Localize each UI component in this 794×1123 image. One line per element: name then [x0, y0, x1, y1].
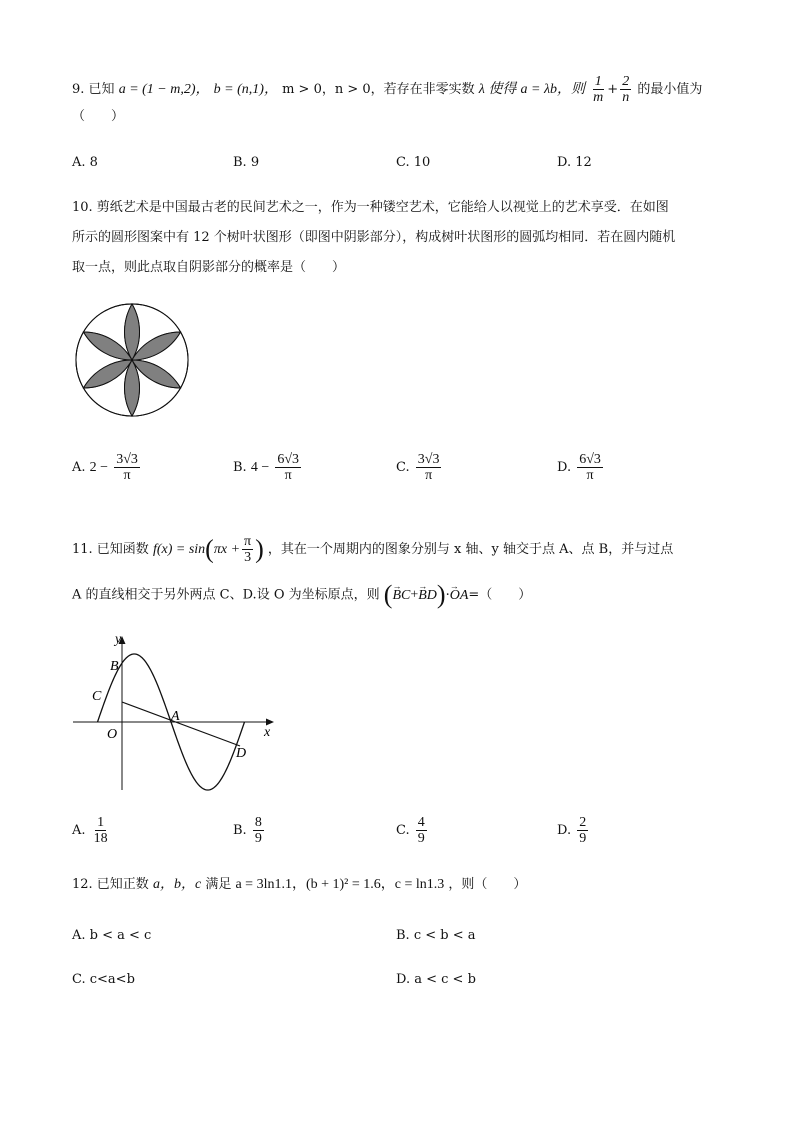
q10-option-a-pre: 2 −	[89, 460, 109, 475]
q11-expr-lparen: (	[383, 580, 393, 609]
q11-arg: πx +	[213, 542, 241, 557]
q9-frac-1	[591, 74, 605, 105]
q10-line-1: 10. 剪纸艺术是中国最古老的民间艺术之一，作为一种镂空艺术，它能给人以视觉上的艺术享受．在如图	[72, 200, 669, 215]
q9-vec-a: a = (1 − m,2)，	[118, 82, 210, 97]
q12-prefix: 12. 已知正数	[72, 877, 149, 892]
q10-option-d-num: 6√3	[579, 452, 601, 467]
q10-option-a-frac	[114, 452, 140, 483]
q11-option-d-frac	[577, 815, 588, 846]
q11-lparen: (	[205, 534, 214, 564]
q11-vec-oa: → OA	[450, 588, 469, 603]
q10-option-b[interactable]	[233, 452, 303, 483]
q11-option-a-num: 1	[97, 815, 105, 830]
q9-tail: 的最小值为	[637, 82, 703, 97]
q11-line2-tail: =（ ）	[468, 587, 532, 603]
q11-vec-bd: → BD	[418, 588, 437, 603]
q9-lambda: λ 使得	[478, 82, 517, 97]
q10-option-d-frac	[577, 452, 603, 483]
q11-expr-plus: +	[410, 587, 419, 603]
label-o: O	[107, 727, 118, 742]
q9-frac2-den: n	[622, 90, 630, 105]
q10-option-c-den: π	[425, 468, 433, 483]
q11-option-a-den: 18	[93, 831, 108, 846]
q11-prefix: 11. 已知函数	[72, 542, 149, 557]
q11-line-1	[72, 534, 673, 565]
q10-option-a-num: 3√3	[116, 452, 138, 467]
q11-arg-num: π	[244, 534, 252, 549]
q10-option-a-den: π	[123, 468, 131, 483]
q11-option-b-frac	[253, 815, 264, 846]
q10-option-b-label: B.	[233, 460, 247, 475]
q9-paren: （ ）	[72, 109, 125, 124]
q11-option-b-num: 8	[254, 815, 262, 830]
q11-arg-den: 3	[244, 550, 252, 565]
label-d: D	[236, 746, 247, 761]
q10-option-a-label: A.	[72, 460, 86, 475]
q11-option-a[interactable]	[72, 815, 112, 846]
q9-stem	[72, 74, 702, 105]
q10-option-c-num: 3√3	[417, 452, 440, 467]
q11-option-a-label: A.	[72, 823, 86, 838]
label-y: y	[115, 632, 122, 647]
q11-option-d-den: 9	[579, 831, 587, 846]
q11-option-c-num: 4	[417, 815, 425, 830]
q11-option-c[interactable]	[396, 815, 429, 846]
q10-option-d-label: D.	[557, 460, 572, 475]
q11-option-c-den: 9	[417, 831, 425, 846]
q11-rparen: )	[255, 534, 264, 564]
q10-option-b-num: 6√3	[277, 452, 300, 467]
q9-option-a[interactable]: A. 8	[72, 155, 98, 170]
q12-vars: a，b，c	[152, 877, 202, 892]
sine-graph	[70, 628, 285, 798]
q10-line-3: 取一点，则此点取自阴影部分的概率是（ ）	[72, 260, 346, 275]
q9-frac-2	[620, 74, 631, 105]
q9-condition: m > 0，n > 0，若存在非零实数	[282, 82, 475, 97]
q10-option-d-den: π	[586, 468, 594, 483]
label-a: A	[171, 709, 180, 724]
q11-option-a-frac	[92, 815, 110, 846]
q11-expr-rparen: )	[436, 580, 446, 609]
q12-option-a[interactable]: A. b < a < c	[72, 928, 152, 943]
q9-equation: a = λb，则	[520, 82, 586, 97]
q11-line2-text: A 的直线相交于另外两点 C、D.设 O 为坐标原点，则	[72, 587, 380, 603]
q9-frac2-num: 2	[622, 74, 630, 89]
q11-option-d-label: D.	[557, 823, 572, 838]
q11-line-2	[72, 580, 532, 609]
q12-equation: a = 3ln1.1，(b + 1)² = 1.6，c = ln1.3	[235, 877, 445, 892]
leaf-petals	[76, 304, 188, 416]
q11-option-d-num: 2	[579, 815, 587, 830]
q10-option-b-frac	[275, 452, 301, 483]
q9-vec-b: b = (n,1)，	[213, 82, 278, 97]
q11-option-b-den: 9	[254, 831, 262, 846]
q12-cond: 满足	[205, 877, 232, 892]
q10-option-b-den: π	[284, 468, 292, 483]
q10-option-c-frac	[416, 452, 442, 483]
q11-option-c-label: C.	[396, 823, 410, 838]
q10-option-c[interactable]	[396, 452, 443, 483]
q10-option-a[interactable]	[72, 452, 142, 483]
label-c: C	[92, 689, 102, 704]
q10-option-b-pre: 4 −	[250, 460, 270, 475]
q11-arg-frac	[242, 534, 253, 565]
q11-option-b[interactable]	[233, 815, 266, 846]
q12-tail: ，则（ ）	[448, 877, 527, 892]
q11-vec-bc: → BC	[392, 588, 410, 603]
q11-func: f(x) = sin	[152, 542, 206, 557]
q9-prefix: 9. 已知	[72, 82, 115, 97]
q12-option-c[interactable]: C. c<a<b	[72, 972, 135, 987]
q9-frac1-num: 1	[594, 74, 602, 89]
q11-option-d[interactable]	[557, 815, 590, 846]
q11-option-b-label: B.	[233, 823, 247, 838]
q9-option-b[interactable]: B. 9	[233, 155, 260, 170]
q9-option-c[interactable]: C. 10	[396, 155, 431, 170]
q9-option-d[interactable]: D. 12	[557, 155, 592, 170]
q9-frac1-den: m	[593, 90, 604, 105]
q12-option-d[interactable]: D. a < c < b	[396, 972, 476, 987]
q12-option-b[interactable]: B. c < b < a	[396, 928, 476, 943]
line-cd	[122, 702, 240, 746]
label-b: B	[110, 659, 119, 674]
q10-option-d[interactable]	[557, 452, 605, 483]
q12-stem	[72, 876, 526, 894]
q10-line-2: 所示的圆形图案中有 12 个树叶状图形（即图中阴影部分），构成树叶状图形的圆弧均相同．若在圆内随机	[72, 230, 676, 245]
q11-line1-tail: ，其在一个周期内的图象分别与 x 轴、y 轴交于点 A、点 B，并与过点	[267, 542, 674, 557]
paper-cut-figure	[72, 300, 192, 420]
q11-expr-dot: ·	[445, 587, 450, 603]
q10-option-c-label: C.	[396, 460, 410, 475]
q9-plus: +	[607, 82, 619, 97]
label-x: x	[264, 725, 271, 740]
q11-option-c-frac	[416, 815, 427, 846]
